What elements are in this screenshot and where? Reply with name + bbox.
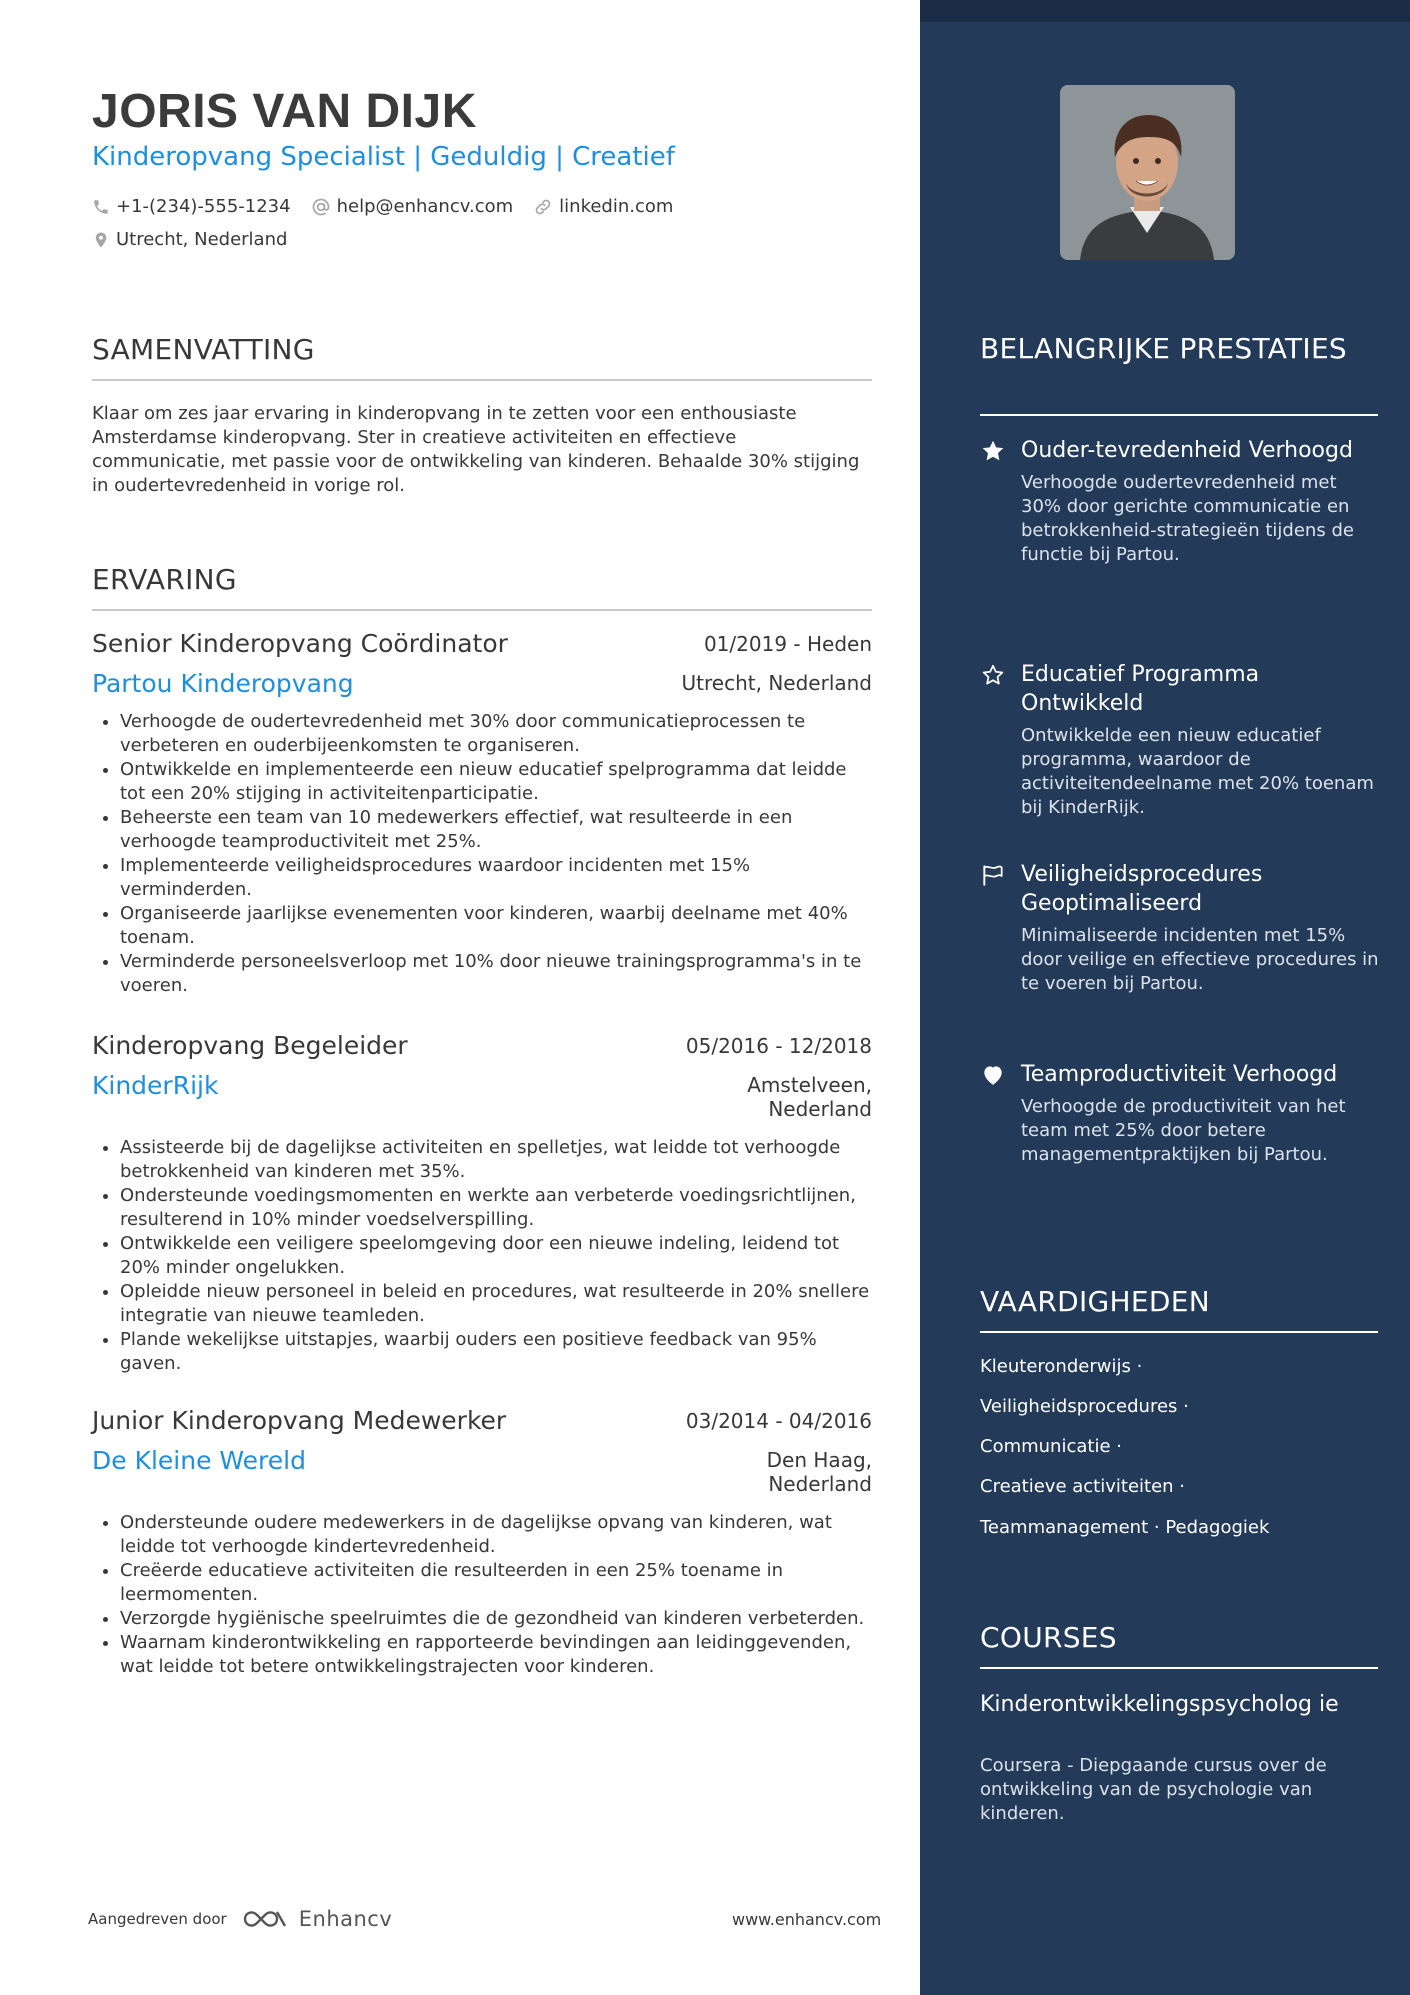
summary-title: SAMENVATTING [92,333,315,366]
location-pin-icon [92,230,110,250]
skill-item: Veiligheidsprocedures · [980,1396,1189,1417]
skills-divider [980,1331,1378,1333]
bullet-item: • Ondersteunde voedingsmomenten en werkte aan verbeterde voedingsrichtlijnen, resulterend in 10% minder voedselverspilling. [120,1184,872,1232]
location-row [92,229,307,250]
bullet-item: • Assisteerde bij de dagelijkse activiteiten en spelletjes, wat leidde tot verhoogde betrokkenheid van kinderen met 35%. [120,1136,872,1184]
courses-title: COURSES [980,1621,1117,1654]
job-location: Den Haag, Nederland [766,1448,872,1496]
avatar-icon [1060,85,1235,260]
job-date: 03/2014 - 04/2016 [685,1409,872,1433]
summary-divider [92,379,872,381]
achievement-desc: Ontwikkelde een nieuw educatief programma, waardoor de activiteitendeelname met 20% toenam bij KinderRijk. [1021,725,1374,818]
contact-location [92,229,287,250]
skills-title: VAARDIGHEDEN [980,1285,1210,1318]
sidebar-top-band [920,0,1410,22]
contact-linkedin[interactable] [533,196,673,217]
star-outline-icon [980,662,1006,688]
powered-by-text: Aangedreven door [88,1910,227,1928]
achievements-divider [980,414,1378,416]
bullet-item: • Plande wekelijkse uitstapjes, waarbij ouders een positieve feedback van 95% gaven. [120,1328,872,1376]
candidate-name: JORIS VAN DIJK [92,85,477,138]
achievement-item [980,1060,1380,1167]
bullet-item: • Opleidde nieuw personeel in beleid en procedures, wat resulteerde in 20% snellere integratie van nieuwe teamleden. [120,1280,872,1328]
phone-icon [92,198,110,216]
email-text[interactable]: help@enhancv.com [336,196,514,217]
skill-item: Kleuteronderwijs · [980,1356,1143,1377]
skill-item: Creatieve activiteiten · [980,1476,1186,1497]
achievement-item [980,660,1380,820]
skill-item: Teammanagement · Pedagogiek [980,1517,1270,1538]
bullet-item: • Waarnam kinderontwikkeling en rapporteerde bevindingen aan leidinggevenden, wat leidde tot betere ontwikkelingstrajecten voor kinderen. [120,1631,872,1679]
bullet-item: • Verzorgde hygiënische speelruimtes die de gezondheid van kinderen verbeterden. [120,1607,872,1631]
achievements-title: BELANGRIJKE PRESTATIES [980,332,1348,365]
course-desc: Coursera - Diepgaande cursus over de ontwikkeling van de psychologie van kinderen. [980,1755,1327,1824]
achievement-title: Veiligheidsprocedures Geoptimaliseerd [1021,862,1263,916]
skill-item: Communicatie · [980,1436,1122,1457]
sidebar [920,0,1410,1995]
job-location: Utrecht, Nederland [681,671,872,695]
job-location: Amstelveen, Nederland [747,1073,872,1121]
job-bullets [92,1136,872,1376]
enhancv-logo-icon [241,1906,289,1932]
company-name: De Kleine Wereld [92,1446,306,1475]
headline: Kinderopvang Specialist | Geduldig | Creatief [92,142,675,172]
achievement-desc: Minimaliseerde incidenten met 15% door veilige en effectieve procedures in te voeren bij Partou. [1021,925,1379,994]
achievement-title: Ouder-tevredenheid Verhoogd [1021,438,1353,463]
job-date: 05/2016 - 12/2018 [685,1034,872,1058]
achievement-item [980,860,1380,996]
experience-title: ERVARING [92,563,237,596]
bullet-item: • Organiseerde jaarlijkse evenementen voor kinderen, waarbij deelname met 40% toenam. [120,902,872,950]
contact-phone [92,196,291,217]
job-bullets [92,1511,872,1679]
job-entry [92,1031,872,1376]
linkedin-text[interactable]: linkedin.com [559,196,674,217]
at-icon [311,197,331,217]
bullet-item: • Verhoogde de oudertevredenheid met 30% door communicatieprocessen te verbeteren en ouderbijeenkomsten te organiseren. [120,710,872,758]
bullet-item: • Ontwikkelde en implementeerde een nieuw educatief spelprogramma dat leidde tot een 20% stijging in activiteitenparticipatie. [120,758,872,806]
bullet-item: • Beheerste een team van 10 medewerkers effectief, wat resulteerde in een verhoogde teamproductiviteit met 25%. [120,806,872,854]
job-bullets [92,710,872,998]
achievement-desc: Verhoogde de productiviteit van het team met 25% door betere managementpraktijken bij Partou. [1021,1096,1346,1165]
experience-divider [92,609,872,611]
achievement-item [980,436,1380,567]
achievement-desc: Verhoogde oudertevredenheid met 30% door gerichte communicatie en betrokkenheid-strategieën tijdens de functie bij Partou. [1021,472,1354,565]
contact-row [92,196,693,217]
job-title: Senior Kinderopvang Coördinator [92,629,508,658]
heart-icon [980,1062,1006,1088]
courses-divider [980,1667,1378,1669]
brand-name: Enhancv [298,1907,393,1931]
achievement-title: Teamproductiviteit Verhoogd [1021,1062,1338,1087]
footer-website[interactable]: www.enhancv.com [732,1910,882,1929]
phone-text: +1-(234)-555-1234 [116,196,291,217]
job-date: 01/2019 - Heden [703,632,872,656]
profile-photo [1060,85,1235,260]
flag-icon [980,862,1006,888]
bullet-item: • Ondersteunde oudere medewerkers in de dagelijkse opvang van kinderen, wat leidde tot verhoogde kindertevredenheid. [120,1511,872,1559]
bullet-item: • Creëerde educatieve activiteiten die resulteerden in een 25% toename in leermomenten. [120,1559,872,1607]
summary-text: Klaar om zes jaar ervaring in kinderopvang in te zetten voor een enthousiaste Amsterdamse kinderopvang. Ster in creatieve activiteiten en effectieve communicatie, met passie voor de ontwikkeling van kinderen. Behaalde 30% stijging in oudertevredenheid in vorige rol. [92,403,860,496]
bullet-item: • Verminderde personeelsverloop met 10% door nieuwe trainingsprogramma's in te voeren. [120,950,872,998]
job-title: Kinderopvang Begeleider [92,1031,408,1060]
company-name: Partou Kinderopvang [92,669,354,698]
footer-branding [88,1906,392,1932]
job-entry [92,1406,872,1679]
course-title: Kinderontwikkelingspsycholog ie [980,1692,1339,1717]
star-filled-icon [980,438,1006,464]
contact-email[interactable] [311,196,514,217]
bullet-item: • Implementeerde veiligheidsprocedures waardoor incidenten met 15% verminderden. [120,854,872,902]
job-entry [92,629,872,998]
company-name: KinderRijk [92,1071,219,1100]
job-title: Junior Kinderopvang Medewerker [92,1406,507,1435]
location-text: Utrecht, Nederland [116,229,288,250]
bullet-item: • Ontwikkelde een veiligere speelomgeving door een nieuwe indeling, leidend tot 20% minder ongelukken. [120,1232,872,1280]
achievement-title: Educatief Programma Ontwikkeld [1021,662,1260,716]
link-icon [533,197,553,217]
